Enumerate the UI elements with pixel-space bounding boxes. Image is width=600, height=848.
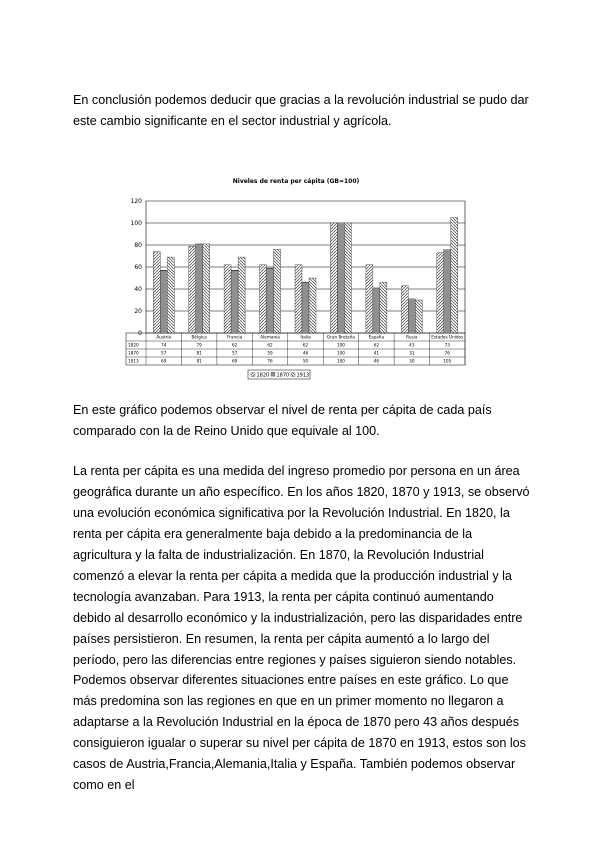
bar-1913 [167,257,174,333]
data-label: 46 [302,350,309,356]
legend-label: 1820 [256,372,270,379]
category-label: Francia [227,334,243,340]
y-tick-label: 100 [130,220,142,227]
bar-1820 [189,246,196,333]
data-label: 105 [443,358,452,364]
bar-1820 [153,252,160,333]
legend-label: 1870 [276,372,290,379]
bar-1870 [196,244,203,333]
bar-1870 [337,223,344,333]
data-label: 30 [409,358,415,364]
series-row-label: 1820 [128,342,139,348]
y-tick-label: 120 [130,198,142,205]
bar-1870 [373,288,380,333]
legend-swatch [251,373,255,377]
data-label: 41 [373,350,380,356]
data-label: 79 [196,342,202,348]
y-tick-label: 40 [134,286,142,293]
bar-1913 [309,278,316,333]
series-row-label: 1870 [128,350,139,356]
category-label: Italia [300,334,311,340]
data-label: 62 [302,342,309,348]
data-label: 81 [196,358,202,364]
bar-1913 [451,218,458,334]
bar-1820 [260,265,267,333]
data-label: 46 [373,358,380,364]
category-label: Estados Unidos [431,334,464,340]
data-label: 50 [302,358,309,364]
bar-1870 [444,249,451,333]
bar-1870 [267,268,274,333]
bar-1820 [224,265,231,333]
bar-1870 [408,299,415,333]
chart-svg [120,170,470,390]
bar-1870 [302,282,309,333]
category-label: Bélgica [191,334,207,340]
bar-1913 [380,282,387,333]
data-label: 62 [267,342,273,348]
category-label: España [368,334,385,340]
data-label: 62 [373,342,380,348]
paragraph-renta: La renta per cápita es una medida del ingreso promedio por persona en un área geográfica durante un año específico. En los años 1820, 1870 y 1913, se observó una evolución económica significativa por la Revolución Industrial. En 1820, la renta per cápita era generalmente baja debido a la predominancia de la agricultura y la falta de industrialización. En 1870, la Revolución Industrial comenzó a elevar la renta per cápita a medida que la producción industrial y la tecnología avanzaban. Para 1913, la renta per cápita continuó aumentando debido al desarrollo económico y la industrialización, pero las disparidades entre países persistieron. En resumen, la renta per cápita aumentó a lo largo del período, pero las diferencias entre regiones y países siguieron siendo notables. [73,464,530,667]
data-label: 74 [161,342,167,348]
category-label: Alemania [260,334,280,340]
series-row-label: 1913 [128,358,139,364]
bar-1913 [344,223,351,333]
bar-1913 [274,249,281,333]
data-label: 62 [231,342,238,348]
data-label: 69 [161,358,167,364]
data-label: 76 [267,358,273,364]
category-label: Gran Bretaña [326,334,355,340]
data-label: 100 [336,350,345,356]
paragraph-chart-caption: En este gráfico podemos observar el nivel de renta per cápita de cada país comparado con la de Reino Unido que equivale al 100. [73,403,492,438]
data-label: 73 [444,342,450,348]
bar-1870 [160,270,167,333]
data-label: 59 [267,350,273,356]
bar-1820 [401,286,408,333]
category-label: Austria [156,334,172,340]
y-tick-label: 60 [134,264,142,271]
data-label: 81 [196,350,202,356]
bar-1913 [415,300,422,333]
data-label: 43 [409,342,415,348]
bar-1913 [203,244,210,333]
legend-label: 1913 [296,372,310,379]
data-label: 69 [231,358,238,364]
paragraph-situaciones: Podemos observar diferentes situaciones entre países en este gráfico. Lo que más predomina son las regiones en que en un primer momento no llegaron a adaptarse a la Revolución Industrial en la época de 1870 pero 43 años después consiguieron igualar o superar su nivel per cápita de 1870 en 1913, estos son los casos de Austria,Francia,Alemania,Italia y España. También podemos observar como en el [73,673,526,792]
renta-chart [120,170,470,390]
data-label: 100 [336,342,345,348]
bar-1870 [231,270,238,333]
y-tick-label: 0 [138,330,142,337]
legend-swatch [271,373,275,377]
bar-1820 [330,223,337,333]
data-label: 31 [409,350,415,356]
data-label: 57 [231,350,238,356]
category-label: Rusia [406,334,418,340]
chart-title: Niveles de renta per cápita (GB=100) [232,178,360,185]
bar-1820 [366,265,373,333]
bar-1820 [437,253,444,333]
data-label: 57 [161,350,167,356]
y-tick-label: 20 [134,308,142,315]
legend-swatch [291,373,295,377]
data-label: 100 [336,358,345,364]
y-tick-label: 80 [134,242,142,249]
bar-1913 [238,257,245,333]
data-label: 76 [444,350,450,356]
paragraph-intro: En conclusión podemos deducir que gracias a la revolución industrial se pudo dar este cambio significante en el sector industrial y agrícola. [73,93,529,128]
bar-1820 [295,265,302,333]
